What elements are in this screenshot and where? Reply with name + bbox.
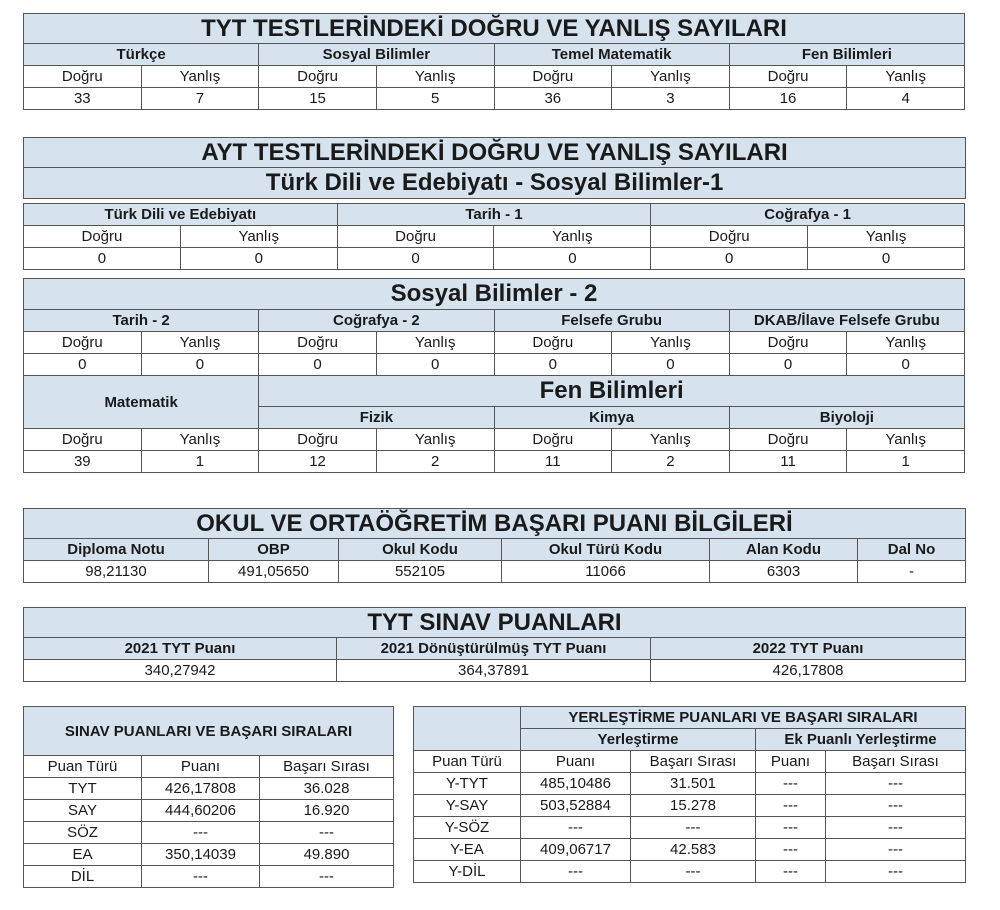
ayt-label: Yanlış — [376, 429, 494, 451]
ayt-value: 0 — [847, 354, 965, 376]
cell: EA — [24, 844, 142, 866]
ayt-value: 0 — [808, 248, 965, 270]
ayt-subject-biyoloji: Biyoloji — [729, 407, 964, 429]
tyt-value: 36 — [494, 88, 612, 110]
cell: 15.278 — [631, 795, 756, 817]
table-row — [24, 866, 394, 888]
cell: --- — [756, 795, 826, 817]
ayt-value: 2 — [612, 451, 730, 473]
ayt-label: Yanlış — [141, 429, 259, 451]
ayt-value: 0 — [729, 354, 847, 376]
col-basari-sirasi: Başarı Sırası — [631, 751, 756, 773]
cell: --- — [521, 861, 631, 883]
ayt-value: 0 — [141, 354, 259, 376]
tyt-label: Doğru — [494, 66, 612, 88]
tyt-value: 3 — [612, 88, 730, 110]
ayt-section1-table — [23, 203, 965, 270]
table-row — [414, 861, 966, 883]
tyt-subject-sosyal: Sosyal Bilimler — [259, 44, 494, 66]
ayt-label: Yanlış — [847, 332, 965, 354]
ayt-value: 0 — [24, 354, 142, 376]
table-row — [414, 839, 966, 861]
ayt-label: Doğru — [729, 429, 847, 451]
tyt-scores-title: TYT SINAV PUANLARI — [24, 608, 966, 638]
ayt-value: 1 — [141, 451, 259, 473]
ayt-label: Doğru — [337, 226, 494, 248]
value-2021-donusturulmus: 364,37891 — [337, 660, 651, 682]
placement-group-ek-puanli: Ek Puanlı Yerleştirme — [756, 729, 966, 751]
cell: Y-SÖZ — [414, 817, 521, 839]
cell: 36.028 — [260, 778, 394, 800]
tyt-scores-table — [23, 607, 966, 682]
ayt-label: Yanlış — [180, 226, 337, 248]
col-puani: Puanı — [142, 756, 260, 778]
ayt-value: 11 — [494, 451, 612, 473]
header-diploma-notu: Diploma Notu — [24, 539, 209, 561]
cell: 485,10486 — [521, 773, 631, 795]
tyt-label: Doğru — [24, 66, 142, 88]
header-2021-tyt: 2021 TYT Puanı — [24, 638, 337, 660]
cell: --- — [631, 817, 756, 839]
tyt-label: Yanlış — [612, 66, 730, 88]
cell: 444,60206 — [142, 800, 260, 822]
ayt-label: Yanlış — [141, 332, 259, 354]
table-row — [414, 773, 966, 795]
placement-ranks-title: YERLEŞTİRME PUANLARI VE BAŞARI SIRALARI — [521, 707, 966, 729]
ayt-section2-table — [23, 278, 965, 473]
ayt-subject-felsefe: Felsefe Grubu — [494, 310, 729, 332]
cell: --- — [826, 817, 966, 839]
ayt-subject-cografya2: Coğrafya - 2 — [259, 310, 494, 332]
ayt-value: 0 — [24, 248, 181, 270]
tyt-value: 4 — [847, 88, 965, 110]
tyt-tests-title: TYT TESTLERİNDEKİ DOĞRU VE YANLIŞ SAYILARI — [24, 14, 965, 44]
ayt-fen-title: Fen Bilimleri — [259, 376, 965, 407]
school-info-title: OKUL VE ORTAÖĞRETİM BAŞARI PUANI BİLGİLERİ — [24, 509, 966, 539]
placement-group-yerlestirme: Yerleştirme — [521, 729, 756, 751]
cell: --- — [631, 861, 756, 883]
cell: Y-EA — [414, 839, 521, 861]
header-2021-donusturulmus: 2021 Dönüştürülmüş TYT Puanı — [337, 638, 651, 660]
table-row — [24, 844, 394, 866]
cell: 426,17808 — [142, 778, 260, 800]
cell: --- — [826, 839, 966, 861]
tyt-value: 7 — [141, 88, 259, 110]
cell: --- — [826, 773, 966, 795]
ayt-subject-kimya: Kimya — [494, 407, 729, 429]
tyt-value: 5 — [376, 88, 494, 110]
placement-ranks-table — [413, 706, 966, 883]
value-okul-turu-kodu: 11066 — [502, 561, 710, 583]
col-puani: Puanı — [521, 751, 631, 773]
ayt-label: Doğru — [259, 429, 377, 451]
cell: SÖZ — [24, 822, 142, 844]
table-row — [24, 822, 394, 844]
ayt-label: Doğru — [259, 332, 377, 354]
ayt-tests-title: AYT TESTLERİNDEKİ DOĞRU VE YANLIŞ SAYILARI — [24, 138, 966, 168]
ayt-value: 39 — [24, 451, 142, 473]
tyt-label: Yanlış — [141, 66, 259, 88]
tyt-subject-fen: Fen Bilimleri — [729, 44, 964, 66]
tyt-value: 33 — [24, 88, 142, 110]
tyt-tests-table — [23, 13, 965, 110]
cell: 350,14039 — [142, 844, 260, 866]
ayt-label: Doğru — [729, 332, 847, 354]
ayt-subject-tarih1: Tarih - 1 — [337, 204, 651, 226]
cell: Y-TYT — [414, 773, 521, 795]
ayt-subject-fizik: Fizik — [259, 407, 494, 429]
col-puan-turu: Puan Türü — [24, 756, 142, 778]
ayt-subject-edebiyat: Türk Dili ve Edebiyatı — [24, 204, 338, 226]
table-row — [24, 778, 394, 800]
header-dal-no: Dal No — [858, 539, 966, 561]
cell: --- — [756, 773, 826, 795]
ayt-value: 11 — [729, 451, 847, 473]
ayt-label: Doğru — [494, 332, 612, 354]
header-2022-tyt: 2022 TYT Puanı — [651, 638, 966, 660]
cell: Y-SAY — [414, 795, 521, 817]
ayt-value: 0 — [376, 354, 494, 376]
tyt-value: 16 — [729, 88, 847, 110]
table-row — [414, 817, 966, 839]
cell: --- — [826, 795, 966, 817]
header-okul-turu-kodu: Okul Türü Kodu — [502, 539, 710, 561]
ayt-label: Yanlış — [612, 332, 730, 354]
cell: Y-DİL — [414, 861, 521, 883]
cell: --- — [521, 817, 631, 839]
tyt-value: 15 — [259, 88, 377, 110]
header-obp: OBP — [209, 539, 339, 561]
value-diploma-notu: 98,21130 — [24, 561, 209, 583]
table-row — [24, 800, 394, 822]
ayt-value: 12 — [259, 451, 377, 473]
ayt-label: Doğru — [494, 429, 612, 451]
cell: 409,06717 — [521, 839, 631, 861]
col-basari-sirasi: Başarı Sırası — [260, 756, 394, 778]
ayt-value: 0 — [259, 354, 377, 376]
placement-corner — [414, 707, 521, 751]
ayt-subject-matematik: Matematik — [24, 376, 259, 429]
cell: --- — [756, 839, 826, 861]
ayt-value: 0 — [180, 248, 337, 270]
ayt-subject-cografya1: Coğrafya - 1 — [651, 204, 965, 226]
cell: 503,52884 — [521, 795, 631, 817]
table-row — [414, 795, 966, 817]
col-puan-turu: Puan Türü — [414, 751, 521, 773]
ayt-tests-table — [23, 137, 966, 199]
value-okul-kodu: 552105 — [339, 561, 502, 583]
exam-ranks-title: SINAV PUANLARI VE BAŞARI SIRALARI — [24, 707, 394, 756]
ayt-label: Doğru — [24, 332, 142, 354]
value-2022-tyt: 426,17808 — [651, 660, 966, 682]
ayt-value: 2 — [376, 451, 494, 473]
ayt-value: 0 — [494, 248, 651, 270]
ayt-label: Yanlış — [494, 226, 651, 248]
tyt-subject-matematik: Temel Matematik — [494, 44, 729, 66]
ayt-subject-tarih2: Tarih - 2 — [24, 310, 259, 332]
ayt-value: 0 — [612, 354, 730, 376]
ayt-section2-title: Sosyal Bilimler - 2 — [24, 279, 965, 310]
header-alan-kodu: Alan Kodu — [710, 539, 858, 561]
cell: DİL — [24, 866, 142, 888]
value-alan-kodu: 6303 — [710, 561, 858, 583]
tyt-label: Yanlış — [847, 66, 965, 88]
cell: TYT — [24, 778, 142, 800]
cell: --- — [142, 822, 260, 844]
value-obp: 491,05650 — [209, 561, 339, 583]
ayt-label: Doğru — [24, 226, 181, 248]
cell: --- — [756, 817, 826, 839]
cell: --- — [260, 866, 394, 888]
ayt-label: Yanlış — [612, 429, 730, 451]
tyt-subject-turkce: Türkçe — [24, 44, 259, 66]
col-ek-puani: Puanı — [756, 751, 826, 773]
ayt-label: Doğru — [24, 429, 142, 451]
header-okul-kodu: Okul Kodu — [339, 539, 502, 561]
ayt-subject-dkab: DKAB/İlave Felsefe Grubu — [729, 310, 964, 332]
school-info-table — [23, 508, 966, 583]
tyt-label: Doğru — [259, 66, 377, 88]
cell: 49.890 — [260, 844, 394, 866]
cell: --- — [142, 866, 260, 888]
ayt-value: 0 — [337, 248, 494, 270]
value-dal-no: - — [858, 561, 966, 583]
ayt-value: 0 — [651, 248, 808, 270]
ayt-label: Doğru — [651, 226, 808, 248]
ayt-section1-title: Türk Dili ve Edebiyatı - Sosyal Bilimler-1 — [24, 168, 966, 199]
ayt-label: Yanlış — [847, 429, 965, 451]
ayt-value: 1 — [847, 451, 965, 473]
ayt-value: 0 — [494, 354, 612, 376]
tyt-label: Yanlış — [376, 66, 494, 88]
exam-ranks-table — [23, 706, 394, 888]
cell: 31.501 — [631, 773, 756, 795]
cell: 42.583 — [631, 839, 756, 861]
value-2021-tyt: 340,27942 — [24, 660, 337, 682]
tyt-label: Doğru — [729, 66, 847, 88]
cell: SAY — [24, 800, 142, 822]
cell: --- — [826, 861, 966, 883]
ayt-label: Yanlış — [808, 226, 965, 248]
ayt-label: Yanlış — [376, 332, 494, 354]
cell: --- — [756, 861, 826, 883]
col-ek-basari-sirasi: Başarı Sırası — [826, 751, 966, 773]
cell: 16.920 — [260, 800, 394, 822]
cell: --- — [260, 822, 394, 844]
